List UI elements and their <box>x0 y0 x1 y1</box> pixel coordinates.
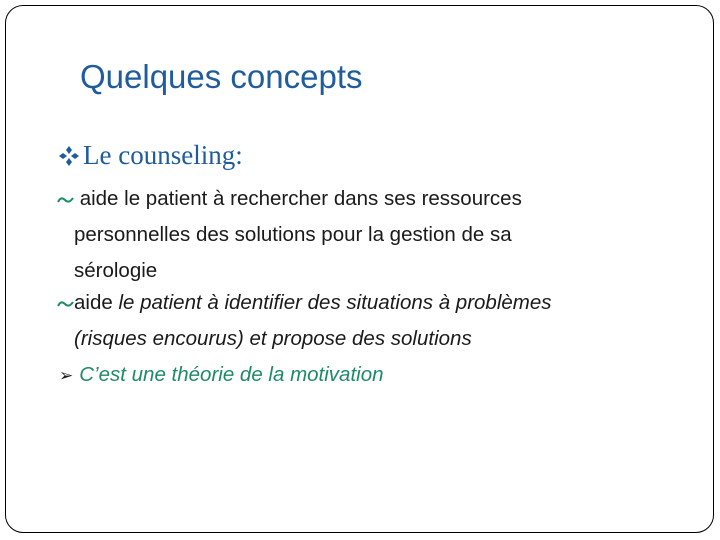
bullet-1-line-3: sérologie <box>74 259 158 282</box>
bullet-item-3 <box>59 357 384 394</box>
diamond-bullet-icon <box>57 144 81 168</box>
bullet-line <box>57 321 552 357</box>
bullet-2-line-2: (risques encourus) et propose des solutions <box>74 327 472 350</box>
arrow-bullet-icon: ➢ <box>59 366 74 385</box>
bullet-line <box>57 181 522 217</box>
bullet-1-line-1: aide le patient à rechercher dans ses ressources <box>74 187 522 210</box>
bullet-2-line-1: le patient à identifier des situations à problèmes <box>118 291 552 314</box>
bullet-item-2 <box>57 285 552 357</box>
bullet-1-line-2: personnelles des solutions pour la gestion de sa <box>74 223 512 246</box>
slide-title: Quelques concepts <box>80 58 363 95</box>
bullet-3-text: C’est une théorie de la motivation <box>79 363 384 386</box>
heading-text: Le counseling: <box>83 140 243 170</box>
bullet-line <box>57 285 552 321</box>
wave-bullet-icon <box>57 299 74 309</box>
bullet-item-1 <box>57 181 522 289</box>
wave-bullet-icon <box>57 195 74 205</box>
bullet-2-lead: aide <box>74 291 119 314</box>
section-heading <box>57 140 243 171</box>
